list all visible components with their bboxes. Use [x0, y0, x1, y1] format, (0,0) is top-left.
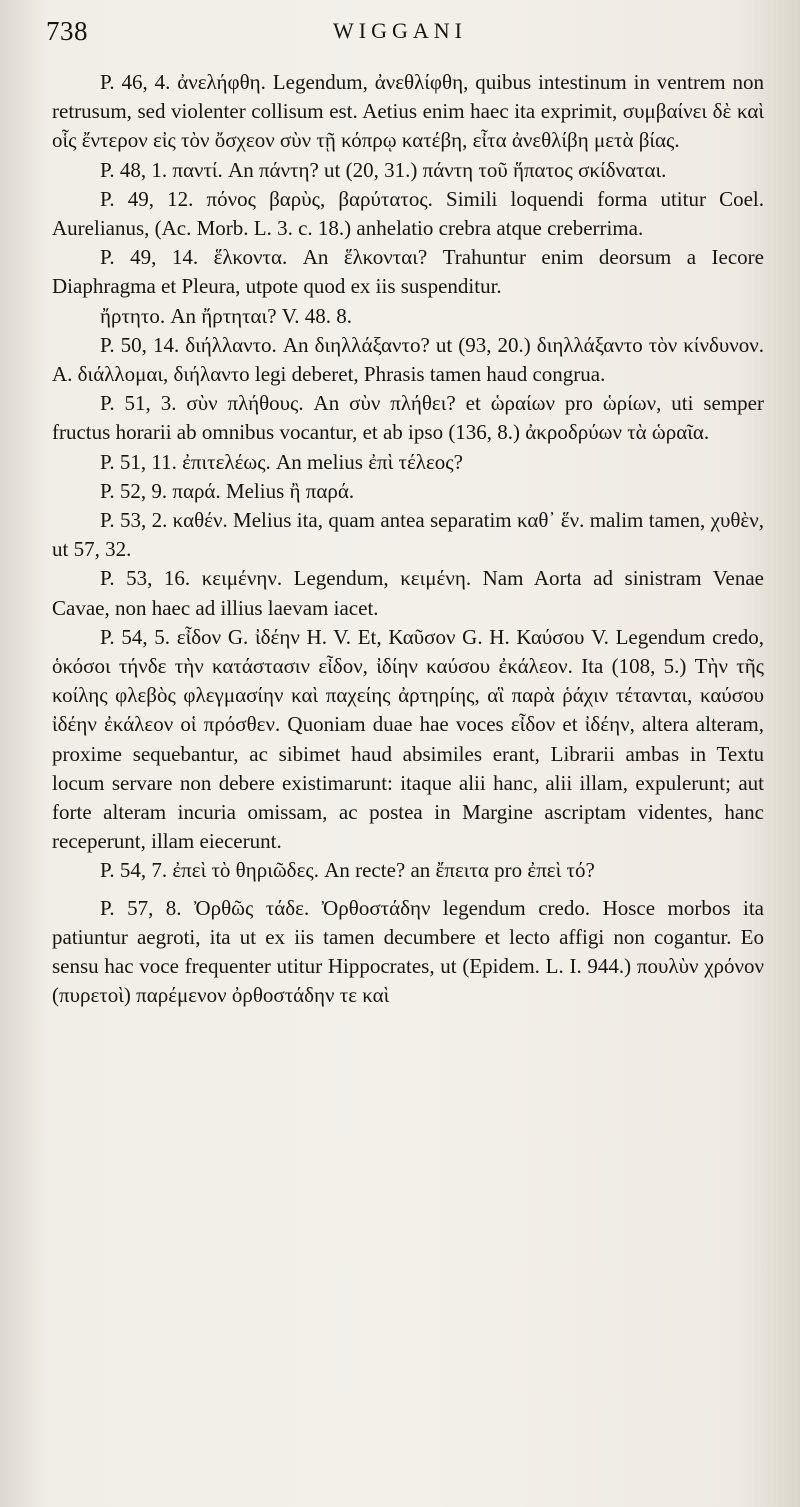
- note-entry: P. 54, 5. εἶδον G. ἰδέην H. V. Et, Καῦσον G. H. Καύσου V. Legendum credo, ὁκόσοι τήνδε τὴν κατάστασιν εἶδον, ἰδίην καύσου ἐκάλεον. Ita (108, 5.) Τὴν τῆς κοίλης φλεβὸς φλεγμασίην καὶ παχείης ἀρτηρίης, αἳ παρὰ ῥάχιν τέτανται, καύσου ἰδέην ἐκάλεον οἱ πρόσθεν. Quoniam duae hae voces εἶδον et ἰδέην, altera alteram, proxime sequebantur, ac sibimet haud absimiles erant, Librarii ambas in Textu locum servare non debere existimarunt: itaque alii hanc, alii illam, expulerunt; aut forte alteram incuria omissam, ac postea in Margine ascriptam videntes, hanc receperunt, illam eiecerunt.: [52, 624, 764, 854]
- note-entry: P. 50, 14. διήλλαντο. An διηλλάξαντο? ut (93, 20.) διηλλάξαντο τὸν κίνδυνον. A. διάλλομαι, διήλαντο legi deberet, Phrasis tamen haud congrua.: [52, 332, 764, 387]
- note-entry: P. 52, 9. παρά. Melius ἢ παρά.: [100, 478, 355, 503]
- page-body: [52, 68, 764, 1011]
- running-head: WIGGANI: [333, 18, 467, 43]
- note-entry: P. 49, 14. ἕλκοντα. An ἕλκονται? Trahuntur enim deorsum a Iecore Diaphragma et Pleura, utpote quod ex iis suspenditur.: [52, 245, 764, 299]
- page-number: 738: [46, 16, 88, 46]
- note-entry: P. 57, 8. Ὀρθῶς τάδε. Ὀρθοστάδην legendum credo. Hosce morbos ita patiuntur aegroti, ita ut ex iis tamen decumbere et lecto affigi non cogantur. Eo sensu hac voce frequenter utitur Hippocrates, ut (Epidem. L. I. 944.) πουλὺν χρόνον (πυρετοὶ) παρέμενον ὀρθοστάδην τε καὶ: [52, 895, 764, 1008]
- note-entry: P. 53, 16. κειμένην. Legendum, κειμένη. Nam Aorta ad sinistram Venae Cavae, non haec ad illius laevam iacet.: [52, 566, 764, 620]
- note-entry: P. 54, 7. ἐπεὶ τὸ θηριῶδες. An recte? an ἔπειτα pro ἐπεὶ τό?: [100, 858, 595, 883]
- note-entry: P. 49, 12. πόνος βαρὺς, βαρύτατος. Simili loquendi forma utitur Coel. Aurelianus, (Ac. Morb. L. 3. c. 18.) anhelatio crebra atque creberrima.: [52, 186, 764, 241]
- note-entry: P. 51, 3. σὺν πλήθους. An σὺν πλήθει? et ὡραίων pro ὡρίων, uti semper fructus horarii ab omnibus vocantur, et ab ipso (136, 8.) ἀκροδρύων τὰ ὡραῖα.: [52, 391, 764, 445]
- note-entry: P. 51, 11. ἐπιτελέως. An melius ἐπὶ τέλεος?: [100, 449, 463, 474]
- page-header: [34, 16, 766, 48]
- note-entry: ἤρτητο. An ἤρτηται? V. 48. 8.: [100, 303, 352, 328]
- note-entry: P. 46, 4. ἀνελήφθη. Legendum, ἀνεθλίφθη, quibus intestinum in ventrem non retrusum, sed violenter collisum est. Aetius enim haec ita exprimit, συμβαίνει δὲ καὶ οἷς ἔντερον εἰς τὸν ὄσχεον σὺν τῇ κόπρῳ κατέβη, εἶτα ἀνεθλίβη μετὰ βίας.: [52, 70, 764, 153]
- note-entry: P. 48, 1. παντί. An πάντη? ut (20, 31.) πάντη τοῦ ἥπατος σκίδναται.: [100, 157, 667, 182]
- note-entry: P. 53, 2. καθέν. Melius ita, quam antea separatim καθ᾽ ἕν. malim tamen, χυθὲν, ut 57, 32.: [52, 508, 764, 562]
